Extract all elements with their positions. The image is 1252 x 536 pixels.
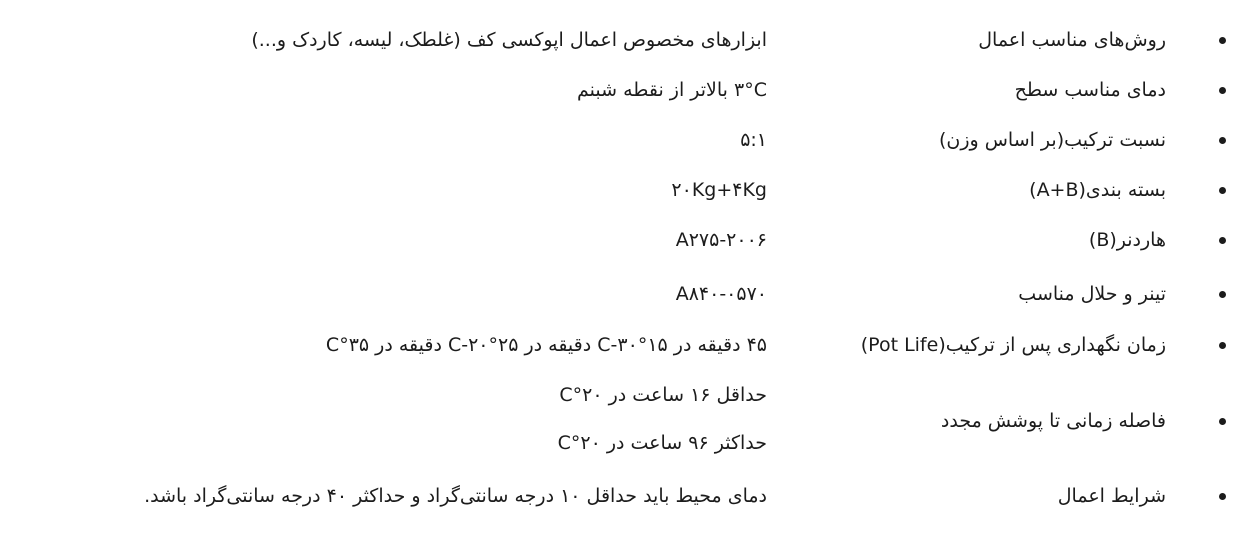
spec-label: فاصله زمانی تا پوشش مجدد bbox=[940, 410, 1166, 432]
spec-label: نسبت ترکیب(بر اساس وزن) bbox=[938, 129, 1166, 151]
spec-value: ۳°C بالاتر از نقطه شبنم bbox=[577, 79, 767, 101]
bullet-icon bbox=[1219, 493, 1226, 500]
spec-label: زمان نگهداری پس از ترکیب(Pot Life) bbox=[860, 334, 1166, 356]
spec-value-line: حداکثر ۹۶ ساعت در ۲۰°C bbox=[557, 432, 767, 454]
spec-value bbox=[558, 383, 767, 479]
spec-label: شرایط اعمال bbox=[1057, 485, 1166, 507]
spec-value: A۸۴۰-۰۵۷۰ bbox=[675, 283, 767, 305]
spec-label: دمای مناسب سطح bbox=[1014, 79, 1166, 101]
spec-value: ۲۰Kg+۴Kg bbox=[671, 179, 767, 201]
spec-value: ابزارهای مخصوص اعمال اپوکسی کف (غلطک، لیسه، کاردک و...) bbox=[251, 29, 767, 51]
spec-value: دمای محیط باید حداقل ۱۰ درجه سانتی‌گراد و حداکثر ۴۰ درجه سانتی‌گراد باشد. bbox=[144, 485, 767, 507]
bullet-icon bbox=[1219, 137, 1226, 144]
bullet-icon bbox=[1219, 87, 1226, 94]
spec-value: ۴۵ دقیقه در ۱۵°C-۳۰ دقیقه در ۲۵°C-۲۰ دقیقه در ۳۵°C bbox=[325, 334, 767, 356]
spec-value: ۵:۱ bbox=[740, 129, 767, 151]
spec-label: تینر و حلال مناسب bbox=[1018, 283, 1166, 305]
bullet-icon bbox=[1219, 291, 1226, 298]
spec-label: هاردنر(B) bbox=[1088, 229, 1166, 251]
bullet-icon bbox=[1219, 342, 1226, 349]
bullet-icon bbox=[1219, 37, 1226, 44]
bullet-icon bbox=[1219, 237, 1226, 244]
spec-label: بسته بندی(A+B) bbox=[1029, 179, 1166, 201]
bullet-icon bbox=[1219, 418, 1226, 425]
spec-value-line: حداقل ۱۶ ساعت در ۲۰°C bbox=[559, 384, 767, 406]
bullet-icon bbox=[1219, 187, 1226, 194]
spec-label: روش‌های مناسب اعمال bbox=[978, 29, 1166, 51]
spec-value: A۲۷۵-۲۰۰۶ bbox=[675, 229, 767, 251]
